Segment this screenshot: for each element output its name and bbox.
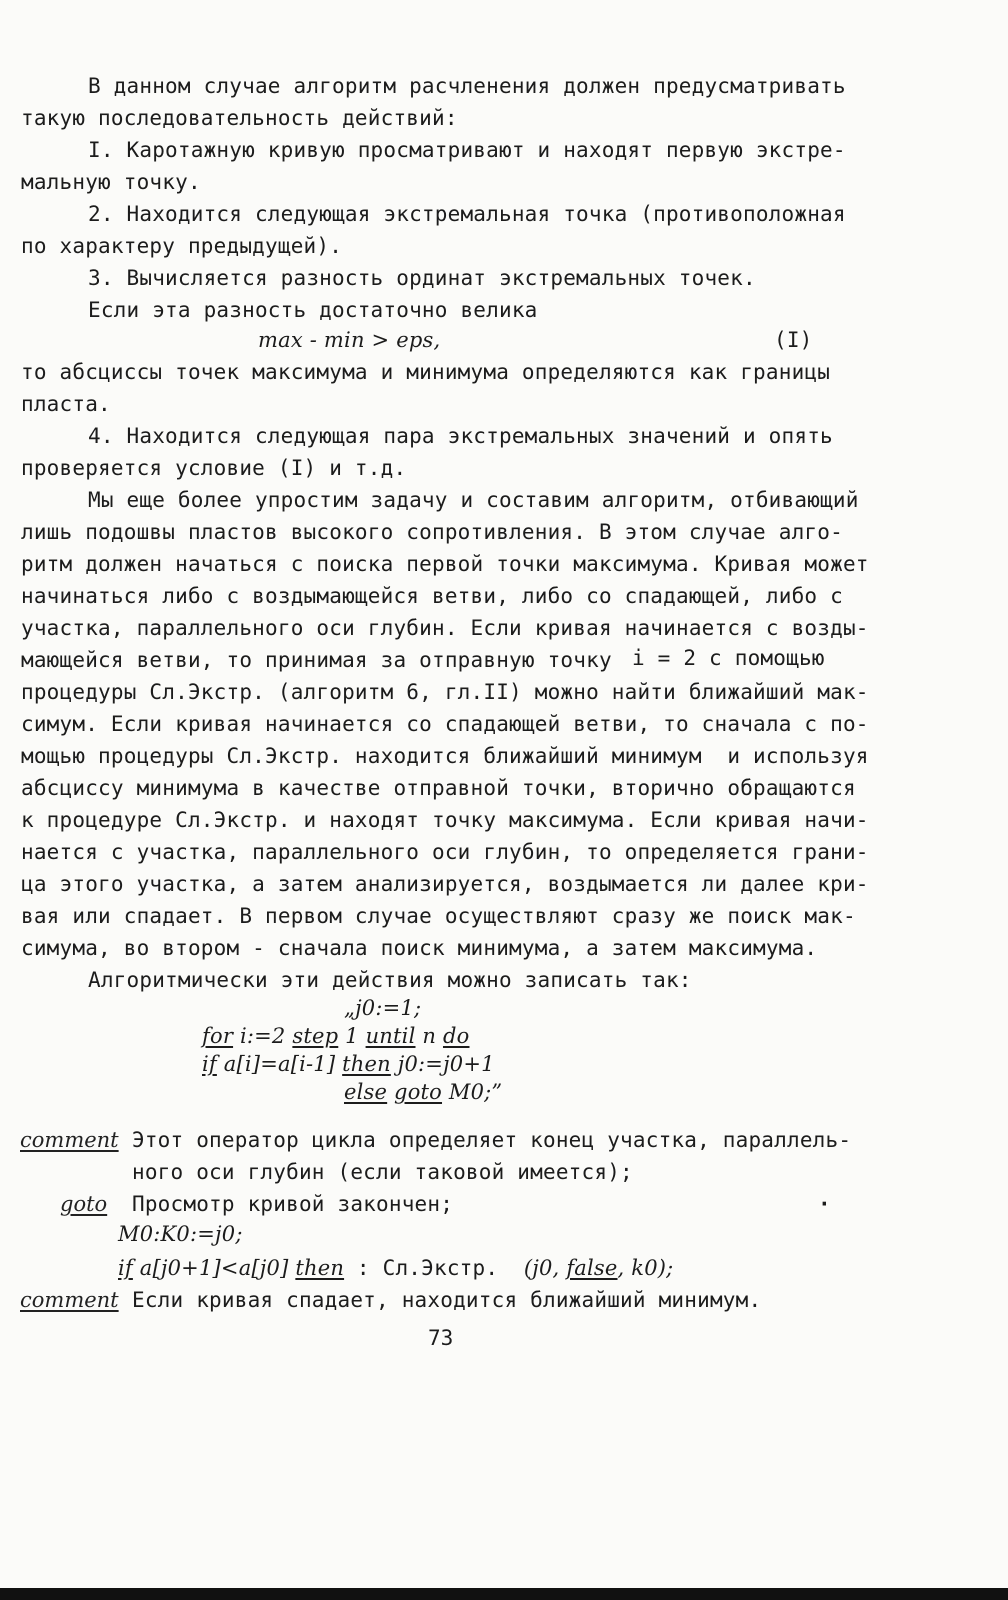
text-line: такую последовательность действий: (21, 106, 458, 130)
text-line: то абсциссы точек максимума и минимума определяются как границы (21, 360, 831, 384)
text-line: Если кривая спадает, находится ближайший минимум. (132, 1288, 762, 1312)
code-fragment: 1 (338, 1024, 366, 1048)
code-fragment: i:=2 (233, 1024, 293, 1048)
code-line (202, 1050, 495, 1078)
formula: max - min > eps, (258, 328, 441, 352)
keyword-for: for (202, 1024, 234, 1048)
code-line (202, 1022, 469, 1050)
text-line: Если эта разность достаточно велика (88, 298, 538, 322)
text-line: к процедуре Сл.Экстр. и находят точку максимума. Если кривая начи- (21, 808, 869, 832)
text-line: нается с участка, параллельного оси глубин, то определяется грани- (21, 840, 869, 864)
text-line: симум. Если кривая начинается со спадающей ветви, то сначала с по- (21, 712, 869, 736)
text-line: 4. Находится следующая пара экстремальных значений и опять (88, 424, 833, 448)
keyword-until: until (365, 1024, 416, 1048)
text-line: 2. Находится следующая экстремальная точка (противоположная (88, 202, 846, 226)
code-fragment: : Сл.Экстр. (344, 1256, 524, 1280)
text-line: Алгоритмически эти действия можно записать так: (88, 968, 692, 992)
keyword-then: then (342, 1052, 391, 1076)
text-line: проверяется условие (I) и т.д. (21, 456, 407, 480)
keyword-step: step (292, 1024, 339, 1048)
code-line: „j0:=1; (344, 996, 422, 1020)
text-line: пласта. (21, 392, 111, 416)
keyword-if: if (118, 1256, 133, 1280)
inline-formula: i = 2 с помощью (632, 646, 825, 670)
formula-number: (I) (774, 328, 813, 352)
keyword-goto: goto (60, 1192, 108, 1216)
text-line: лишь подошвы пластов высокого сопротивления. В этом случае алго- (21, 520, 843, 544)
text-line: симума, во втором - сначала поиск минимума, а затем максимума. (21, 936, 818, 960)
code-fragment: , k0); (617, 1256, 674, 1280)
code-line: M0:K0:=j0; (118, 1222, 243, 1246)
text-line: мощью процедуры Сл.Экстр. находится ближайший минимум и используя (21, 744, 869, 768)
code-fragment: a[j0+1]<a[j0] (132, 1256, 296, 1280)
code-line (344, 1078, 502, 1106)
text-line: Просмотр кривой закончен; (132, 1192, 454, 1216)
code-fragment: a[i]=a[i-1] (216, 1052, 343, 1076)
keyword-comment: comment (20, 1288, 119, 1312)
scan-edge (0, 1588, 1008, 1600)
keyword-comment: comment (20, 1128, 119, 1152)
keyword-else: else (344, 1080, 388, 1104)
code-line (118, 1254, 673, 1282)
code-fragment: n (415, 1024, 443, 1048)
text-line: участка, параллельного оси глубин. Если кривая начинается с возды- (21, 616, 869, 640)
dot-mark: · (818, 1192, 831, 1216)
keyword-goto: goto (394, 1080, 443, 1104)
text-line: абсциссу минимума в качестве отправной точки, вторично обращаются (21, 776, 856, 800)
code-fragment: M0;” (442, 1080, 503, 1104)
keyword-if: if (202, 1052, 217, 1076)
text-line: I. Каротажную кривую просматривают и находят первую экстре- (88, 138, 846, 162)
text-line: начинаться либо с воздымающейся ветви, либо со спадающей, либо с (21, 584, 843, 608)
keyword-then: then (295, 1256, 345, 1280)
text-line: ца этого участка, а затем анализируется, воздымается ли далее кри- (21, 872, 869, 896)
text-line: вая или спадает. В первом случае осуществляют сразу же поиск мак- (21, 904, 856, 928)
text-line: мающейся ветви, то принимая за отправную точку (21, 648, 612, 672)
text-line: мальную точку. (21, 170, 201, 194)
page-number: 73 (428, 1326, 454, 1350)
keyword-false: false (566, 1256, 618, 1280)
text-line: 3. Вычисляется разность ординат экстремальных точек. (88, 266, 756, 290)
text-line: Этот оператор цикла определяет конец участка, параллель- (132, 1128, 852, 1152)
text-line: процедуры Сл.Экстр. (алгоритм 6, гл.II) можно найти ближайший мак- (21, 680, 869, 704)
text-line: ного оси глубин (если таковой имеется); (132, 1160, 633, 1184)
keyword-do: do (442, 1024, 470, 1048)
text-line: В данном случае алгоритм расчленения должен предусматривать (88, 74, 846, 98)
text-line: по характеру предыдущей). (21, 234, 343, 258)
code-fragment: (j0, (523, 1256, 567, 1280)
code-fragment: j0:=j0+1 (390, 1052, 495, 1076)
text-line: ритм должен начаться с поиска первой точки максимума. Кривая может (21, 552, 869, 576)
text-line: Мы еще более упростим задачу и составим алгоритм, отбивающий (88, 488, 859, 512)
